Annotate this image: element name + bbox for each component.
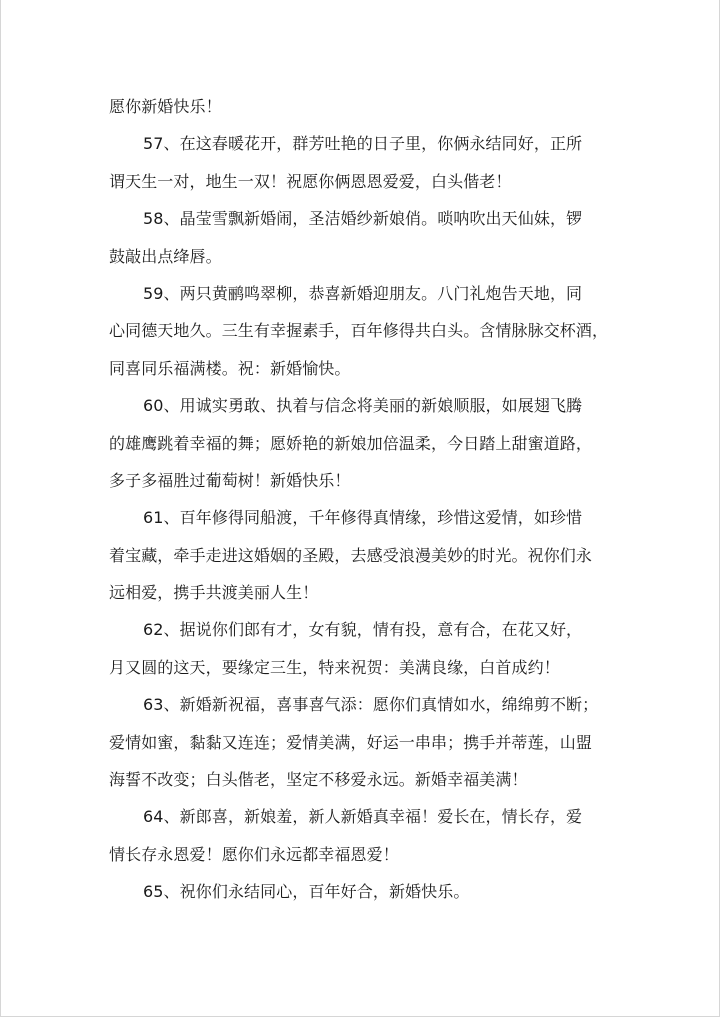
entry-64-line-2: 情长存永恩爱！愿你们永远都幸福恩爱！: [109, 844, 399, 864]
entry-63-line-1: 63、新婚新祝福，喜事喜气添：愿你们真情如水，绵绵剪不断；: [143, 695, 599, 715]
entry-58-line-1: 58、晶莹雪飘新婚闹，圣洁婚纱新娘俏。唢呐吹出天仙妹，锣: [143, 209, 583, 229]
entry-61-line-1: 61、百年修得同船渡，千年修得真情缘，珍惜这爱情，如珍惜: [143, 508, 583, 528]
entry-61-line-2: 着宝藏，牵手走进这婚姻的圣殿，去感受浪漫美妙的时光。祝你们永: [109, 545, 593, 565]
entry-57-line-2: 谓天生一对，地生一双！祝愿你俩恩恩爱爱，白头偕老！: [109, 171, 512, 191]
entry-60-line-3: 多子多福胜过葡萄树！新婚快乐！: [109, 470, 351, 490]
entry-61-line-3: 远相爱，携手共渡美丽人生！: [109, 583, 319, 603]
entry-59-line-2: 心同德天地久。三生有幸握素手，百年修得共白头。含情脉脉交杯酒，: [109, 321, 609, 341]
entry-60-line-2: 的雄鹰跳着幸福的舞；愿娇艳的新娘加倍温柔，今日踏上甜蜜道路，: [109, 433, 593, 453]
entry-59-line-1: 59、两只黄鹂鸣翠柳，恭喜新婚迎朋友。八门礼炮告天地，同: [143, 283, 583, 303]
entry-60-line-1: 60、用诚实勇敢、执着与信念将美丽的新娘顺服，如展翅飞腾: [143, 396, 583, 416]
entry-59-line-3: 同喜同乐福满楼。祝：新婚愉快。: [109, 358, 351, 378]
document-body: [109, 88, 615, 911]
entry-58-line-2: 鼓敲出点绛唇。: [109, 246, 222, 266]
entry-63-line-2: 爱情如蜜，黏黏又连连；爱情美满，好运一串串；携手并蒂莲，山盟: [109, 732, 593, 752]
entry-62-line-2: 月又圆的这天，要缘定三生，特来祝贺：美满良缘，白首成约！: [109, 657, 560, 677]
text-line-intro: 愿你新婚快乐！: [109, 97, 222, 116]
entry-64-line-1: 64、新郎喜，新娘羞，新人新婚真幸福！爱长在，情长存，爱: [143, 807, 583, 827]
entry-62-line-1: 62、据说你们郎有才，女有貌，情有投，意有合，在花又好，: [143, 620, 583, 640]
entry-65-line-1: 65、祝你们永结同心，百年好合，新婚快乐。: [143, 882, 470, 902]
entry-57-line-1: 57、在这春暖花开，群芳吐艳的日子里，你俩永结同好，正所: [143, 134, 583, 154]
entry-63-line-3: 海誓不改变；白头偕老，坚定不移爱永远。新婚幸福美满！: [109, 770, 528, 790]
